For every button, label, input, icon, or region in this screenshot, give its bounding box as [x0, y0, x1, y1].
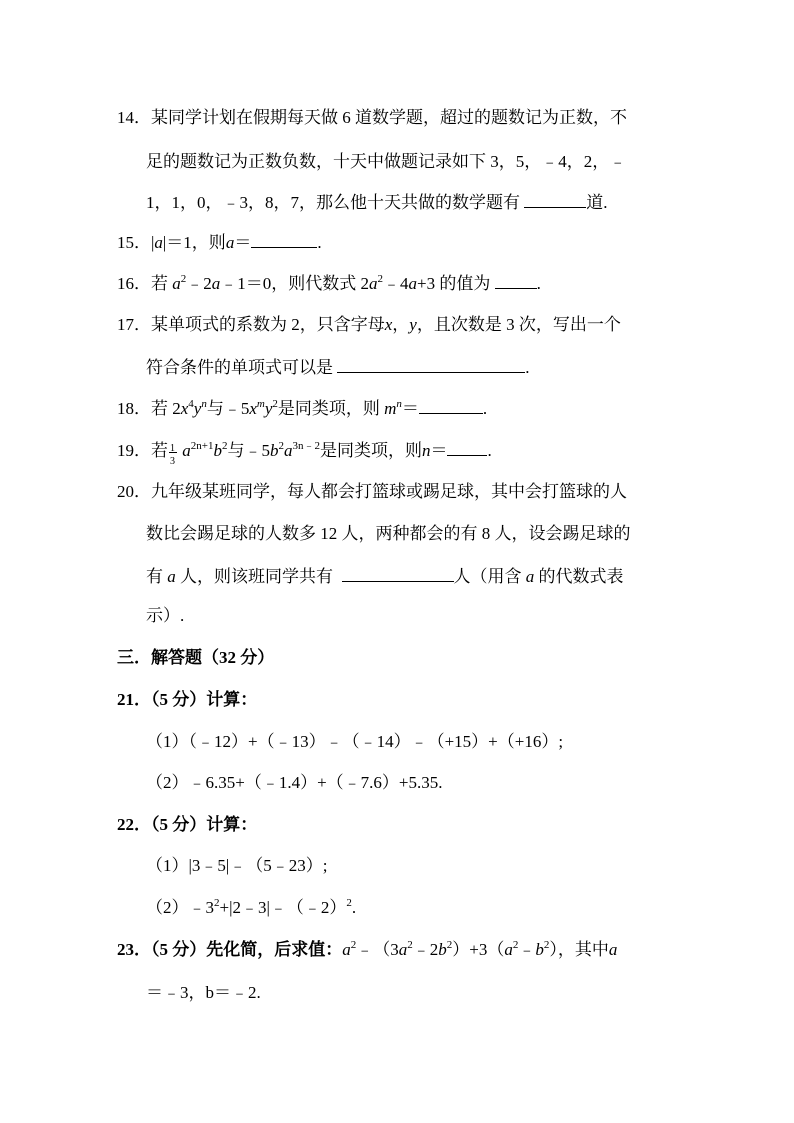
q18-post: 是同类项，则	[277, 399, 380, 418]
q22-p2e2: 2	[346, 897, 352, 909]
q17-l1pre: 17．某单项式的系数为 2，只含字母	[117, 315, 385, 334]
q18-line	[117, 398, 487, 419]
q14-answer-blank[interactable]	[524, 192, 586, 208]
q16-num: 16．若	[117, 274, 168, 293]
q17-l2: 符合条件的单项式可以是	[146, 358, 333, 377]
q16-m3: ﹣4	[383, 274, 409, 293]
q23-b1: b	[438, 940, 447, 959]
q18-end: .	[482, 399, 488, 418]
q15-text: |＝1，则	[162, 233, 226, 252]
q21-title: 21．（5 分）计算：	[117, 690, 258, 709]
q16-m2: ﹣1＝0，则代数式 2	[220, 274, 369, 293]
q22-part1: （1）|3﹣5|﹣（5﹣23）;	[146, 856, 328, 875]
q23-line2: ＝﹣3，b＝﹣2.	[146, 983, 261, 1002]
q17-l1post: ，且次数是 3 次，写出一个	[416, 315, 621, 334]
q16-a1: a	[172, 274, 181, 293]
q22-p2end: .	[351, 898, 357, 917]
q19-e4: 3n﹣2	[292, 440, 320, 452]
q22-p2mid: +|2﹣3|﹣（﹣2）	[219, 898, 347, 917]
q14-line3	[146, 192, 608, 213]
q20-l3post: 人（用含	[453, 567, 522, 586]
q19-eq: ＝	[430, 441, 448, 460]
q18-n: n	[201, 398, 207, 410]
q20-answer-blank[interactable]	[342, 566, 454, 582]
q23-e3: 2	[446, 939, 453, 951]
q23-a3: a	[504, 940, 513, 959]
q17-line1	[117, 315, 621, 335]
q23-a4: a	[608, 940, 618, 959]
q19-line	[117, 440, 492, 468]
q23-m2: ﹣2	[412, 940, 439, 959]
q17-y: y	[409, 315, 417, 334]
q21-part1: （1）（﹣12）+（﹣13）﹣（﹣14）﹣（+15）+（+16）;	[146, 732, 564, 751]
q15-end: .	[317, 233, 322, 252]
q19-e2: 2	[221, 440, 228, 452]
q19-n: n	[421, 441, 431, 460]
q20-line4: 示）.	[146, 606, 185, 625]
q18-e4: 4	[188, 398, 194, 410]
q16-end: .	[536, 274, 541, 293]
q22-p2pre: （2）﹣3	[146, 898, 214, 917]
q16-line	[117, 273, 541, 294]
q18-x2: x	[249, 399, 257, 418]
q15-eq: ＝	[234, 233, 252, 252]
q22-title: 22．（5 分）计算：	[117, 815, 258, 834]
q16-a4: a	[408, 274, 417, 293]
q18-m: m	[256, 398, 265, 410]
q18-n2: n	[396, 398, 402, 410]
q15-num: 15．	[117, 233, 151, 252]
q17-comma: ，	[392, 315, 410, 334]
q18-e2: 2	[272, 398, 278, 410]
q16-e3: 2	[377, 273, 383, 285]
q14-line3-text: 1，1，0，﹣3，8，7，那么他十天共做的数学题有	[146, 193, 520, 212]
q23-a2: a	[398, 940, 408, 959]
q20-line1: 20．九年级某班同学，每人都会打篮球或踢足球，其中会打篮球的人	[117, 482, 627, 501]
q19-e3: 2	[278, 440, 284, 452]
q17-line2	[146, 357, 530, 378]
q18-m2: m	[384, 399, 397, 418]
q20-l3pre: 有	[146, 567, 163, 586]
q19-frac-num: 1	[170, 443, 175, 455]
q20-line2: 数比会踢足球的人数多 12 人，两种都会的有 8 人，设会踢足球的	[146, 524, 631, 543]
q23-m1: ﹣（3	[356, 940, 399, 959]
q19-b: b	[213, 441, 222, 460]
q15-line	[117, 232, 322, 253]
q15-answer-blank[interactable]	[251, 232, 317, 248]
q18-answer-blank[interactable]	[419, 398, 483, 414]
q20-l3end: 的代数式表	[538, 567, 624, 586]
q20-line3	[146, 566, 624, 587]
q17-answer-blank[interactable]	[337, 357, 525, 373]
q19-a: a	[182, 441, 191, 460]
q18-y: y	[193, 399, 202, 418]
q19-frac-den: 3	[170, 456, 175, 468]
q23-e1: 2	[350, 939, 357, 951]
q19-num: 19．若	[117, 441, 168, 460]
q16-m1: ﹣2	[186, 274, 212, 293]
q14-line2: 足的题数记为正数负数，十天中做题记录如下 3，5，﹣4，2，﹣	[146, 152, 627, 171]
q19-answer-blank[interactable]	[447, 440, 487, 456]
q23-pre: 23．（5 分）先化简，后求值：	[117, 940, 343, 959]
q22-part2	[146, 898, 356, 918]
q16-a2: a	[211, 274, 221, 293]
q18-mid: 与﹣5	[206, 399, 250, 418]
q15-abs-open: |	[151, 233, 155, 252]
q19-post: 是同类项，则	[319, 441, 422, 460]
q16-e1: 2	[180, 273, 187, 285]
q15-var2: a	[225, 233, 235, 252]
q23-e2: 2	[407, 939, 413, 951]
q23-m3: ）+3（	[452, 940, 505, 959]
q20-l3mid: 人，则该班同学共有	[180, 567, 333, 586]
q18-x: x	[180, 399, 189, 418]
q19-fraction	[168, 442, 178, 468]
q16-answer-blank[interactable]	[495, 273, 537, 289]
q19-mid: 与﹣5	[227, 441, 270, 460]
q19-b2: b	[269, 441, 279, 460]
q23-m4: ﹣	[518, 940, 536, 959]
q23-line1	[117, 940, 617, 960]
q18-eq: ＝	[401, 399, 419, 418]
section3-heading: 三．解答题（32 分）	[117, 648, 275, 667]
q19-e1: 2n+1	[190, 440, 214, 452]
q23-m5: ），其中	[549, 940, 609, 959]
q14-line1: 14．某同学计划在假期每天做 6 道数学题，超过的题数记为正数，不	[117, 108, 627, 127]
q21-part2: （2）﹣6.35+（﹣1.4）+（﹣7.6）+5.35.	[146, 773, 443, 792]
q15-var: a	[154, 233, 163, 252]
q23-e5: 2	[543, 939, 550, 951]
q17-x: x	[384, 315, 393, 334]
q18-num: 18．若 2	[117, 399, 181, 418]
q23-a1: a	[342, 940, 351, 959]
q20-a2: a	[525, 567, 535, 586]
q18-y2: y	[264, 399, 273, 418]
q16-m4: +3 的值为	[417, 274, 491, 293]
q23-e4: 2	[512, 939, 519, 951]
q16-a3: a	[369, 274, 378, 293]
q17-end: .	[525, 358, 530, 377]
q20-a: a	[167, 567, 176, 586]
q23-b2: b	[535, 940, 544, 959]
q14-line3-end: 道.	[586, 193, 608, 212]
q19-end: .	[487, 441, 492, 460]
q19-a2: a	[283, 441, 293, 460]
q22-p2e: 2	[214, 897, 220, 909]
